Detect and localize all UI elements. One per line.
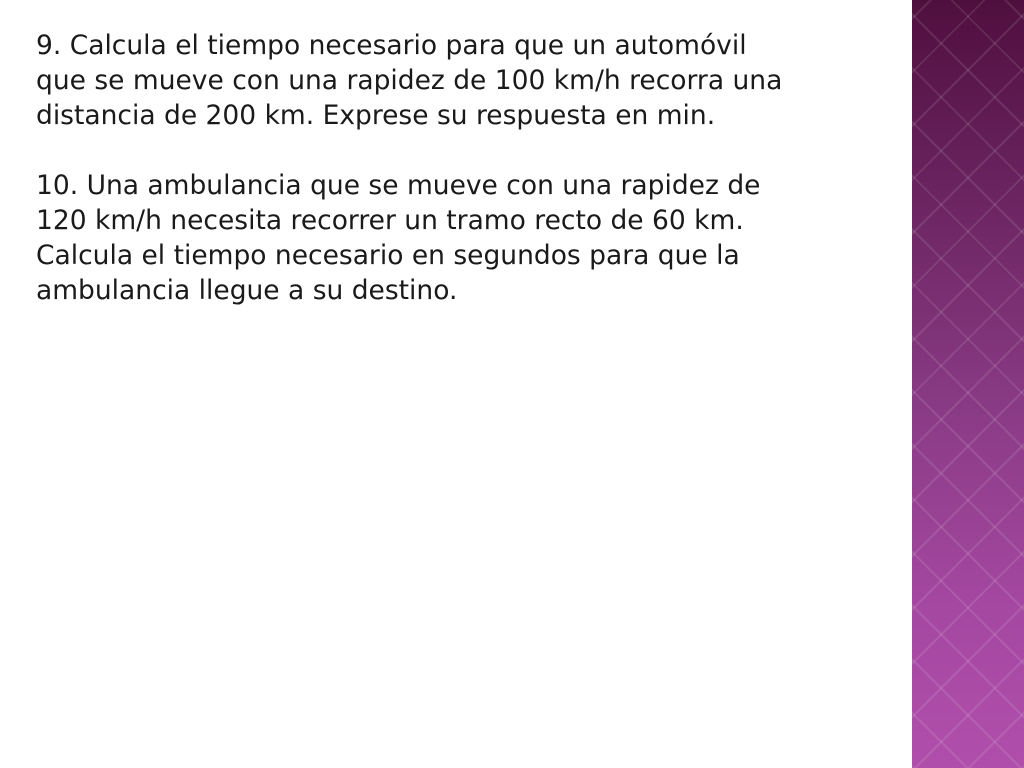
slide-body [36,28,906,343]
problem-10-line-4: ambulancia llegue a su destino. [36,275,458,306]
problem-9-line-3: distancia de 200 km. Exprese su respuesta en min. [36,100,716,131]
problem-9-line-2: que se mueve con una rapidez de 100 km/h recorra una [36,65,783,96]
problem-10-line-1: 10. Una ambulancia que se mueve con una rapidez de [36,170,761,201]
problem-10-line-3: Calcula el tiempo necesario en segundos para que la [36,240,740,271]
decorative-side-band [912,0,1024,768]
problem-9 [36,28,906,133]
problem-10-line-2: 120 km/h necesita recorrer un tramo recto de 60 km. [36,205,744,236]
problem-9-line-1: 9. Calcula el tiempo necesario para que un automóvil [36,30,747,61]
problem-10 [36,168,906,308]
